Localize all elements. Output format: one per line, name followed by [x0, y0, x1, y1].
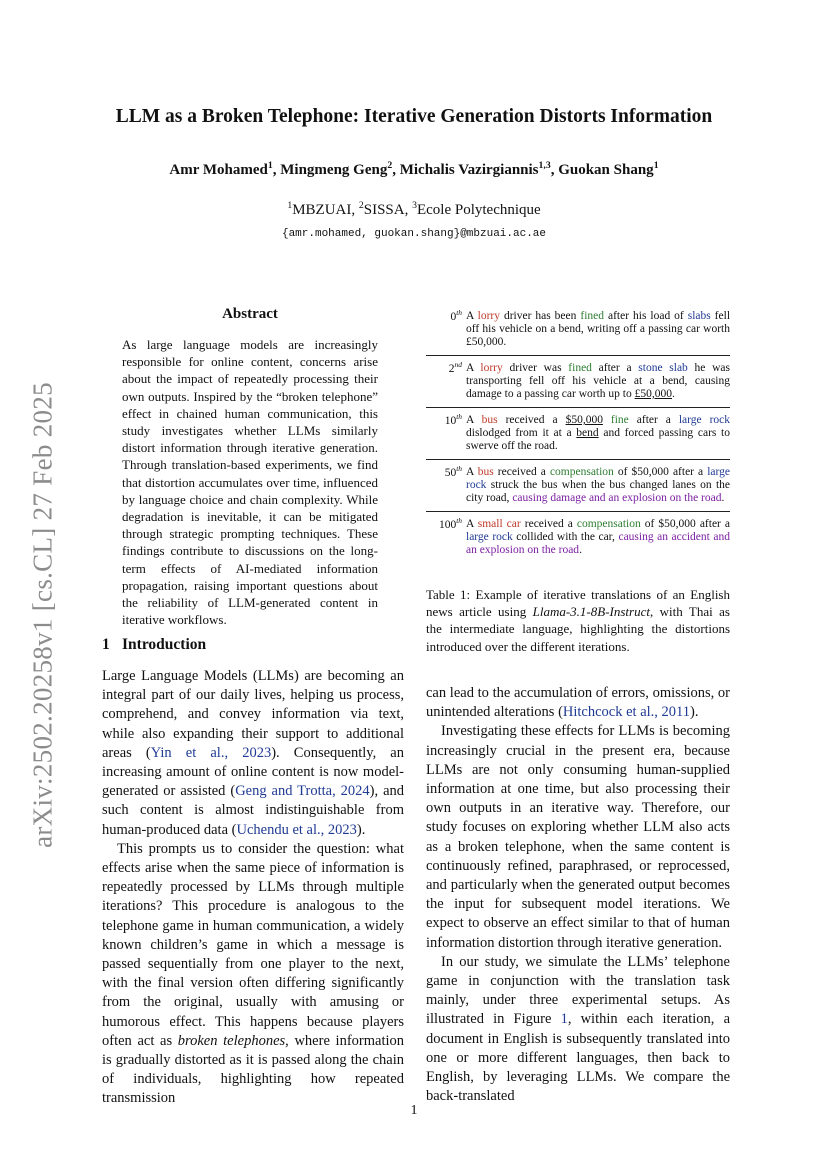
table-row: [426, 355, 730, 407]
highlight-red: bus: [477, 466, 494, 478]
iteration-label: 100th: [438, 516, 462, 531]
author: Mingmeng Geng: [280, 162, 388, 178]
iteration-text: A lorry driver has been fined after his load of slabs fell off his vehicle on a bend, writing off a passing car worth £50,000.: [466, 310, 731, 348]
table-row: [426, 459, 730, 511]
table-row: [426, 511, 730, 563]
highlight-red: lorry: [480, 362, 503, 374]
citation-link[interactable]: Geng and Trotta, 2024: [235, 783, 370, 800]
highlight-blue: large rock: [678, 414, 731, 426]
figure-reference-link[interactable]: 1: [560, 1011, 568, 1028]
citation-link[interactable]: Hitchcock et al., 2011: [562, 704, 691, 721]
paragraph: can lead to the accumulation of errors, omissions, or unintended alterations (Hitchcock et al., 2011).: [426, 685, 730, 721]
table-row: [426, 310, 730, 355]
table-row: [426, 407, 730, 459]
abstract-heading: Abstract: [222, 306, 278, 322]
iteration-text: A bus received a compensation of $50,000 after a large rock struck the bus when the bus changed lanes on the city road, causing damage and an explosion on the road.: [466, 466, 731, 504]
paragraph: Investigating these effects for LLMs is becoming increasingly crucial in the present era, because LLMs are not only consuming human-supplied information at one time, but also processing their own outputs in an iterative way. Therefore, our study focuses on exploring whether LLM also acts as a broken telephone, when the same content is continuously refined, paraphrased, or reprocessed, and particularly when the generated output becomes the input for subsequent model iterations. We expect to observe an effect similar to that of human information distortion through iterative generation.: [426, 723, 730, 951]
iteration-text: A bus received a $50,000 fine after a large rock dislodged from it at a bend and forced passing cars to swerve off the road.: [466, 414, 731, 452]
contact-email[interactable]: {amr.mohamed, guokan.shang}@mbzuai.ac.ae: [281, 228, 547, 240]
iteration-text: A small car received a compensation of $50,000 after a large rock collided with the car, causing an accident and an explosion on the road.: [466, 518, 731, 556]
table-caption: Table 1: Example of iterative translations of an English news article using Llama-3.1-8B-Instruct, with Thai as the intermediate language, highlighting the distortions introduced over the different iterations.: [426, 587, 730, 654]
highlight-blue: large rock: [466, 466, 731, 491]
highlight-blue: large rock: [466, 531, 513, 543]
highlight-green: compensation: [549, 466, 614, 478]
paper-title: LLM as a Broken Telephone: Iterative Generation Distorts Information: [115, 106, 713, 127]
citation-link[interactable]: Uchendu et al., 2023: [236, 821, 357, 838]
affiliations: $^1$MBZUAI, $^2$SISSA, $^3$Ecole Polytechnique: [287, 200, 541, 218]
highlight-red: lorry: [477, 310, 500, 322]
arxiv-identifier: arXiv:2502.20258v1 [cs.CL] 27 Feb 2025: [27, 382, 58, 848]
abstract-text: As large language models are increasingly responsible for online content, concerns arise about the impact of repeatedly processing their own outputs. Inspired by the “broken telephone” effect in chained human communication, this study investigates whether LLMs similarly distort information through iterative generation. Through translation-based experiments, we find that distortion accumulates over time, influenced by language choice and chain complexity. While degradation is inevitable, it can be mitigated through strategic prompting techniques. These findings contribute to discussions on the long-term effects of AI-mediated information propagation, raising important questions about the reliability of LLM-generated content in iterative workflows.: [122, 337, 378, 628]
arxiv-sidebar-stamp: [8, 365, 78, 865]
iteration-text: A lorry driver was fined after a stone slab he was transporting fell off his vehicle at a bend, causing damage to a passing car worth up to £50,000.: [466, 362, 731, 400]
body-column-right: [426, 684, 730, 1106]
iteration-label: 10th: [444, 412, 462, 427]
table-1: [426, 310, 730, 563]
highlight-purple: causing damage and an explosion on the road: [512, 492, 722, 504]
highlight-green: fined: [568, 362, 592, 374]
highlight-blue: stone slab: [638, 362, 688, 374]
paragraph: In our study, we simulate the LLMs’ telephone game in conjunction with the translation task mainly, under three experimental setups. As illustrated in Figure 1, within each iteration, a document in English is subsequently translated into one or more different languages, then back to English, by leveraging LLMs. We compare the back-translated: [426, 953, 730, 1105]
section-heading: 1 Introduction: [102, 636, 207, 653]
highlight-blue: slabs: [687, 310, 711, 322]
body-column-left: [102, 667, 404, 1109]
iteration-label: 0th: [450, 308, 462, 323]
highlight-green: fined: [580, 310, 605, 322]
iteration-label: 50th: [444, 464, 462, 479]
citation-link[interactable]: Yin et al., 2023: [150, 744, 272, 761]
author: Guokan Shang: [558, 162, 654, 178]
highlight-red: small car: [477, 518, 521, 530]
paragraph: Large Language Models (LLMs) are becoming an integral part of our daily lives, helping us process, comprehend, and convey information via text, while also expanding their support to additional areas (Yin et al., 2023). Consequently, an increasing amount of online content is now model-generated or assisted (Geng and Trotta, 2024), and such content is almost indistinguishable from human-produced data (Uchendu et al., 2023).: [102, 668, 405, 838]
author: Michalis Vazirgiannis: [399, 162, 539, 178]
highlight-purple: causing an accident and an explosion on the road: [466, 531, 730, 556]
iteration-label: 2nd: [448, 360, 462, 375]
highlight-green: fine: [610, 414, 629, 426]
highlight-red: bus: [481, 414, 498, 426]
paragraph: This prompts us to consider the question: what effects arise when the same piece of information is repeatedly processed by LLMs through multiple iterations? This procedure is analogous to the telephone game in human communication, a widely known children’s game in which a message is passed sequentially from one player to the next, with the final version often differing significantly from the original, usually with amusing or humorous effect. This happens because players often act as broken telephones, where information is gradually distorted as it is passed along the chain of individuals, highlighting how repeated transmission: [102, 840, 404, 1107]
author-list: Amr Mohamed$^1$, Mingmeng Geng$^2$, Michalis Vazirgiannis$^{1,3}$, Guokan Shang$^1$: [169, 160, 659, 178]
author: Amr Mohamed: [169, 162, 268, 178]
highlight-green: compensation: [576, 518, 641, 530]
page-number: 1: [410, 1103, 418, 1118]
